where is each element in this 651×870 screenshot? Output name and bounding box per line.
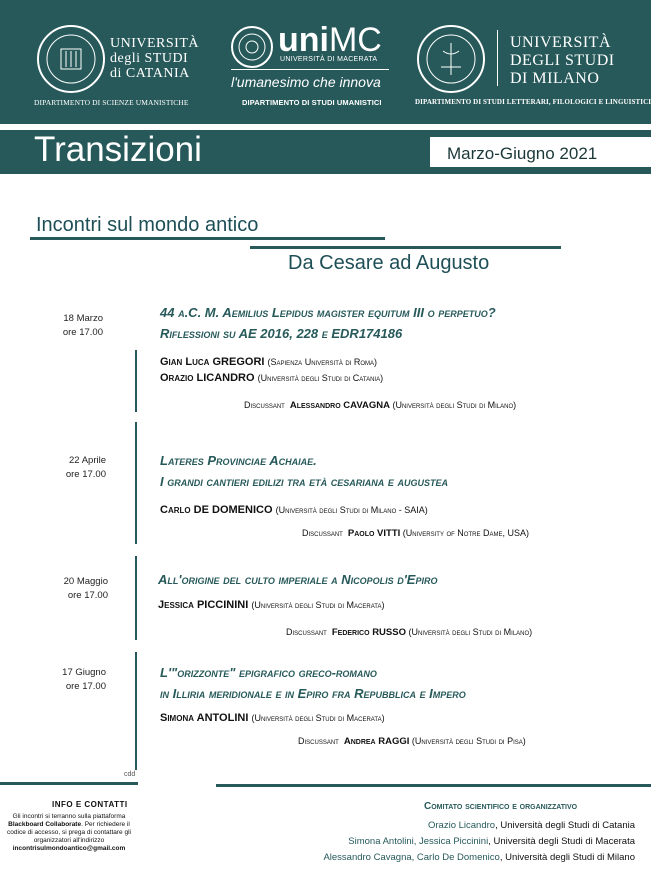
speaker-name: Simona ANTOLINI <box>160 712 249 724</box>
subtitle-1: Incontri sul mondo antico <box>36 214 259 236</box>
subtitle-rule-2 <box>250 246 561 249</box>
speaker-affiliation: (Università degli Studi di Macerata) <box>251 600 385 610</box>
milano-name-line1: UNIVERSITÀ <box>510 34 611 51</box>
event-1-date <box>30 312 103 340</box>
speaker-affiliation: (Università degli Studi di Macerata) <box>251 713 385 723</box>
info-platform: Blackboard Collaborate <box>8 821 82 828</box>
event-1-line <box>135 350 137 412</box>
event-1-title-line2: Riflessioni su AE 2016, 228 e EDR174186 <box>160 326 403 341</box>
discussant-name: Federico RUSSO <box>331 627 406 638</box>
committee-affiliation: , Università degli Studi di Catania <box>495 820 635 831</box>
committee-names: Alessandro Cavagna, Carlo De Domenico <box>323 852 500 863</box>
speaker-name: Jessica PICCININI <box>158 599 249 611</box>
discussant-label: Discussant <box>286 627 327 637</box>
unimc-divider <box>231 69 389 70</box>
discussant-affiliation: (Università degli Studi di Milano) <box>392 400 517 410</box>
info-line1: Gli incontri si terranno sulla piattaforma <box>12 813 126 820</box>
milano-name <box>510 34 615 88</box>
speaker-name: Carlo DE DOMENICO <box>160 504 273 516</box>
unimc-logo-light: MC <box>328 21 382 59</box>
event-4-speaker-1 <box>160 710 385 726</box>
discussant-label: Discussant <box>302 528 343 538</box>
footer-rule-left <box>0 782 138 785</box>
catania-seal-icon <box>37 25 105 93</box>
discussant-affiliation: (Università degli Studi di Pisa) <box>411 736 526 746</box>
discussant-affiliation: (Università degli Studi di Milano) <box>408 627 533 637</box>
event-4-title-line2: in Illiria meridionale e in Epiro fra Repubblica e Impero <box>160 686 466 701</box>
event-4-date-time: ore 17.00 <box>65 681 106 692</box>
catania-name-line2: degli STUDI <box>110 51 189 66</box>
catania-dept: DIPARTIMENTO DI SCIENZE UMANISTICHE <box>34 98 189 107</box>
event-3-title-line1: All'origine del culto imperiale a Nicopolis d'Epiro <box>158 572 438 587</box>
unimc-subtitle: UNIVERSITÀ DI MACERATA <box>280 56 378 63</box>
info-line2: . Per richiedere il codice di accesso, si prega di contattare gli organizzatori all'indirizzo <box>7 821 131 844</box>
event-3-date <box>30 575 108 603</box>
event-2-date-day: 22 Aprile <box>69 455 106 466</box>
event-4-title <box>160 662 466 704</box>
info-email[interactable]: incontrisulmondoantico@gmail.com <box>12 845 126 852</box>
event-1-speaker-1 <box>160 354 383 370</box>
macerata-seal-icon <box>231 26 273 68</box>
event-3-line <box>135 556 137 640</box>
subtitle-rule-1 <box>30 237 385 240</box>
committee-row-3 <box>323 852 635 863</box>
event-4-discussant <box>298 736 526 747</box>
event-3-date-time: ore 17.00 <box>67 590 108 601</box>
info-heading: INFO E CONTATTI <box>52 800 128 809</box>
event-1-discussant <box>244 400 516 411</box>
event-1-date-day: 18 Marzo <box>63 313 103 324</box>
milano-name-line3: DI MILANO <box>510 70 600 87</box>
event-1-title <box>160 302 496 344</box>
milano-name-line2: DEGLI STUDI <box>510 52 615 69</box>
speaker-name: Orazio LICANDRO <box>160 372 255 384</box>
discussant-name: Paolo VITTI <box>347 528 401 539</box>
catania-name-line3: di CATANIA <box>110 66 190 81</box>
discussant-name: Andrea RAGGI <box>343 736 410 747</box>
event-3-title <box>158 569 437 590</box>
event-4-speakers <box>160 710 385 726</box>
event-1-speaker-2 <box>160 370 383 386</box>
discussant-label: Discussant <box>298 736 339 746</box>
event-2-line <box>135 422 137 544</box>
period: Marzo-Giugno 2021 <box>447 144 598 163</box>
milano-dept: DIPARTIMENTO DI STUDI LETTERARI, FILOLOGICI E LINGUISTICI <box>415 98 651 106</box>
unimc-logo <box>278 22 382 58</box>
event-2-speakers <box>160 502 428 518</box>
discussant-name: Alessandro CAVAGNA <box>289 400 390 411</box>
speaker-affiliation: (Sapienza Università di Roma) <box>267 357 378 367</box>
info-text <box>2 813 136 853</box>
event-1-date-time: ore 17.00 <box>62 327 103 338</box>
event-2-speaker-1 <box>160 502 428 518</box>
event-2-date-time: ore 17.00 <box>65 469 106 480</box>
milano-separator <box>497 30 498 86</box>
committee-affiliation: , Università degli Studi di Milano <box>499 852 635 863</box>
event-4-title-line1: L'"orizzonte" epigrafico greco-romano <box>160 665 377 680</box>
event-4-date <box>30 666 106 694</box>
discussant-affiliation: (University of Notre Dame, USA) <box>402 528 529 538</box>
committee-heading: Comitato scientifico e organizzativo <box>424 801 578 812</box>
committee-row-2 <box>348 836 635 847</box>
page-title: Transizioni <box>34 130 202 169</box>
event-2-title-line1: Lateres Provinciae Achaiae. <box>160 453 317 468</box>
event-1-title-line1: 44 a.C. M. Aemilius Lepidus magister equitum III o perpetuo? <box>160 305 496 320</box>
event-4-date-day: 17 Giugno <box>62 667 106 678</box>
unimc-logo-bold: uni <box>278 21 329 59</box>
cdd-mark: cdd <box>124 771 136 778</box>
speaker-affiliation: (Università degli Studi di Catania) <box>257 373 384 383</box>
event-4-line <box>135 652 137 770</box>
event-3-speakers <box>158 597 384 613</box>
discussant-label: Discussant <box>244 400 285 410</box>
committee-row-1 <box>428 820 635 831</box>
subtitle-2: Da Cesare ad Augusto <box>288 252 490 274</box>
milano-seal-icon <box>417 25 485 93</box>
event-3-date-day: 20 Maggio <box>63 576 108 587</box>
speaker-affiliation: (Università degli Studi di Milano - SAIA) <box>275 505 428 515</box>
catania-name <box>110 36 199 81</box>
event-3-speaker-1 <box>158 597 384 613</box>
footer-rule-right <box>216 784 651 787</box>
event-2-discussant <box>302 528 529 539</box>
event-1-speakers <box>160 354 383 386</box>
macerata-dept: DIPARTIMENTO DI STUDI UMANISTICI <box>242 98 382 107</box>
event-2-date <box>30 454 106 482</box>
committee-affiliation: , Università degli Studi di Macerata <box>488 836 635 847</box>
event-2-title-line2: I grandi cantieri edilizi tra età cesariana e augustea <box>160 474 449 489</box>
committee-names: Orazio Licandro <box>428 820 496 831</box>
catania-name-line1: UNIVERSITÀ <box>110 36 199 51</box>
speaker-name: Gian Luca GREGORI <box>160 356 265 368</box>
committee-names: Simona Antolini, Jessica Piccinini <box>348 836 489 847</box>
event-3-discussant <box>286 627 532 638</box>
event-2-title <box>160 450 448 492</box>
unimc-motto: l'umanesimo che innova <box>231 74 381 90</box>
